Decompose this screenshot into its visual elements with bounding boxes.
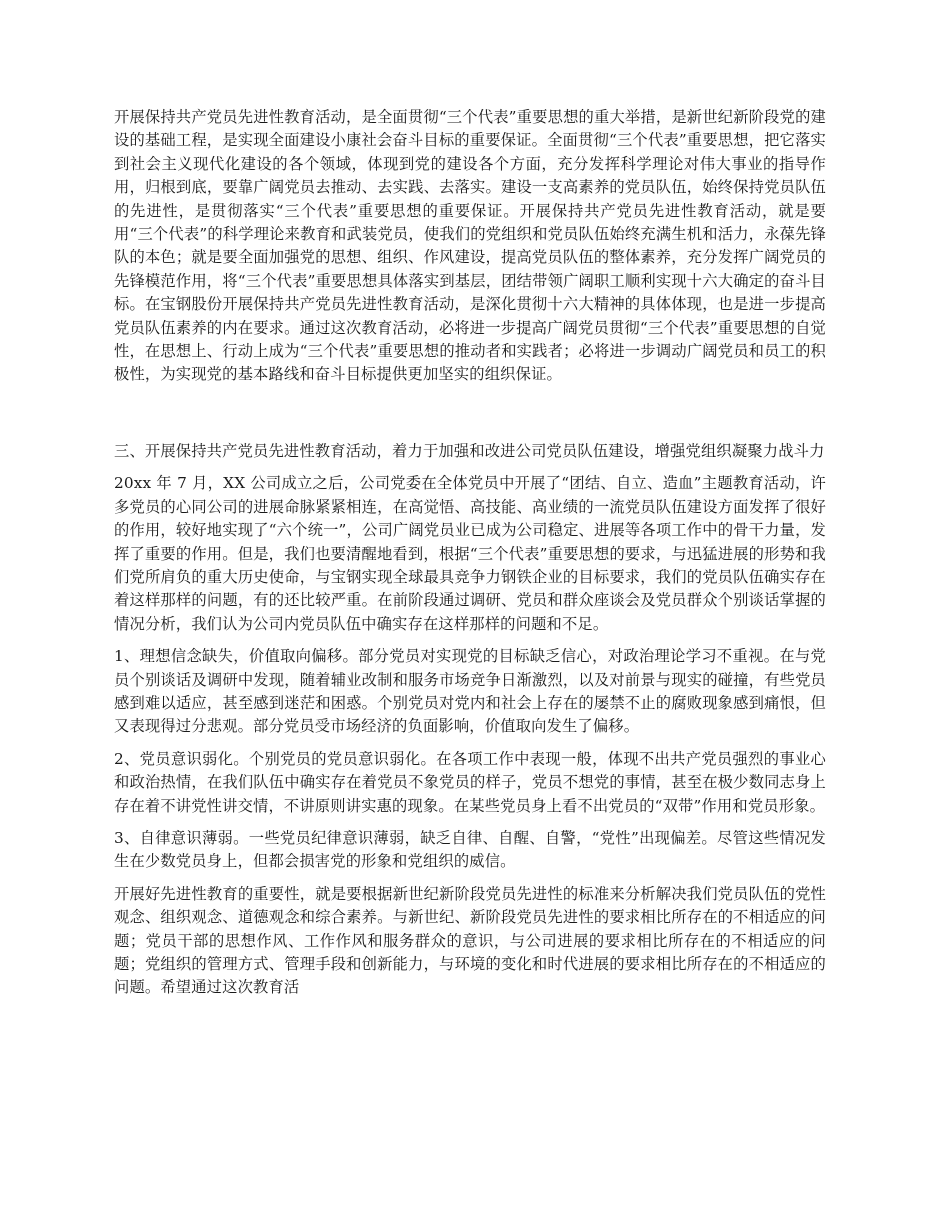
section-heading: 三、开展保持共产党员先进性教育活动，着力于加强和改进公司党员队伍建设，增强党组织凝聚力战斗力 [114, 441, 825, 460]
problem-item-1: 1、理想信念缺失，价值取向偏移。部分党员对实现党的目标缺乏信心，对政治理论学习不重视。在与党员个别谈话及调研中发现，随着辅业改制和服务市场竞争日渐激烈，以及对前景与现实的碰撞，有些党员感到难以适应，甚至感到迷茫和困惑。个别党员对党内和社会上存在的屡禁不止的腐败现象感到痛恨，但又表现得过分悲观。部分党员受市场经济的负面影响，价值取向发生了偏移。 [114, 647, 826, 736]
background-paragraph: 20xx 年 7 月，XX 公司成立之后，公司党委在全体党员中开展了“团结、自立、造血”主题教育活动，许多党员的心同公司的进展命脉紧紧相连，在高觉悟、高技能、高业绩的一流党员队伍建设方面发挥了很好的作用，较好地实现了“六个统一”，公司广阔党员业已成为公司稳定、进展等各项工作中的骨干力量，发挥了重要的作用。但是，我们也要清醒地看到，根据“三个代表”重要思想的要求，与迅猛进展的形势和我们党所肩负的重大历史使命，与宝钢实现全球最具竞争力钢铁企业的目标要求，我们的党员队伍确实存在着这样那样的问题，有的还比较严重。在前阶段通过调研、党员和群众座谈会及党员群众个别谈话掌握的情况分析，我们认为公司内党员队伍中确实存在这样那样的问题和不足。 [114, 474, 826, 633]
intro-paragraph: 开展保持共产党员先进性教育活动，是全面贯彻“三个代表”重要思想的重大举措，是新世纪新阶段党的建设的基础工程，是实现全面建设小康社会奋斗目标的重要保证。全面贯彻“三个代表”重要思想，把它落实到社会主义现代化建设的各个领域，体现到党的建设各个方面，充分发挥科学理论对伟大事业的指导作用，归根到底，要靠广阔党员去推动、去实践、去落实。建设一支高素养的党员队伍，始终保持党员队伍的先进性，是贯彻落实“三个代表”重要思想的重要保证。开展保持共产党员先进性教育活动，就是要用“三个代表”的科学理论来教育和武装党员，使我们的党组织和党员队伍始终充满生机和活力，永葆先锋队的本色；就是要全面加强党的思想、组织、作风建设，提高党员队伍的整体素养，充分发挥广阔党员的先锋模范作用，将“三个代表”重要思想具体落实到基层，团结带领广阔职工顺利实现十六大确定的奋斗目标。在宝钢股份开展保持共产党员先进性教育活动，是深化贯彻十六大精神的具体体现，也是进一步提高党员队伍素养的内在要求。通过这次教育活动，必将进一步提高广阔党员贯彻“三个代表”重要思想的自觉性，在思想上、行动上成为“三个代表”重要思想的推动者和实践者；必将进一步调动广阔党员和员工的积极性，为实现党的基本路线和奋斗目标提供更加坚实的组织保证。 [114, 108, 826, 384]
problem-item-3: 3、自律意识薄弱。一些党员纪律意识薄弱，缺乏自律、自醒、自警，“党性”出现偏差。尽管这些情况发生在少数党员身上，但都会损害党的形象和党组织的威信。 [114, 828, 826, 871]
problem-item-2: 2、党员意识弱化。个别党员的党员意识弱化。在各项工作中表现一般，体现不出共产党员强烈的事业心和政治热情，在我们队伍中确实存在着党员不象党员的样子，党员不想党的事情，甚至在极少数同志身上存在着不讲党性讲交情，不讲原则讲实惠的现象。在某些党员身上看不出党员的“双带”作用和党员形象。 [114, 749, 826, 815]
document-body [114, 106, 826, 1000]
conclusion-paragraph: 开展好先进性教育的重要性，就是要根据新世纪新阶段党员先进性的标准来分析解决我们党员队伍的党性观念、组织观念、道德观念和综合素养。与新世纪、新阶段党员先进性的要求相比所存在的不相适应的问题；党员干部的思想作风、工作作风和服务群众的意识，与公司进展的要求相比所存在的不相适应的问题；党组织的管理方式、管理手段和创新能力，与环境的变化和时代进展的要求相比所存在的不相适应的问题。希望通过这次教育活 [114, 884, 826, 997]
section-spacer [114, 387, 826, 440]
